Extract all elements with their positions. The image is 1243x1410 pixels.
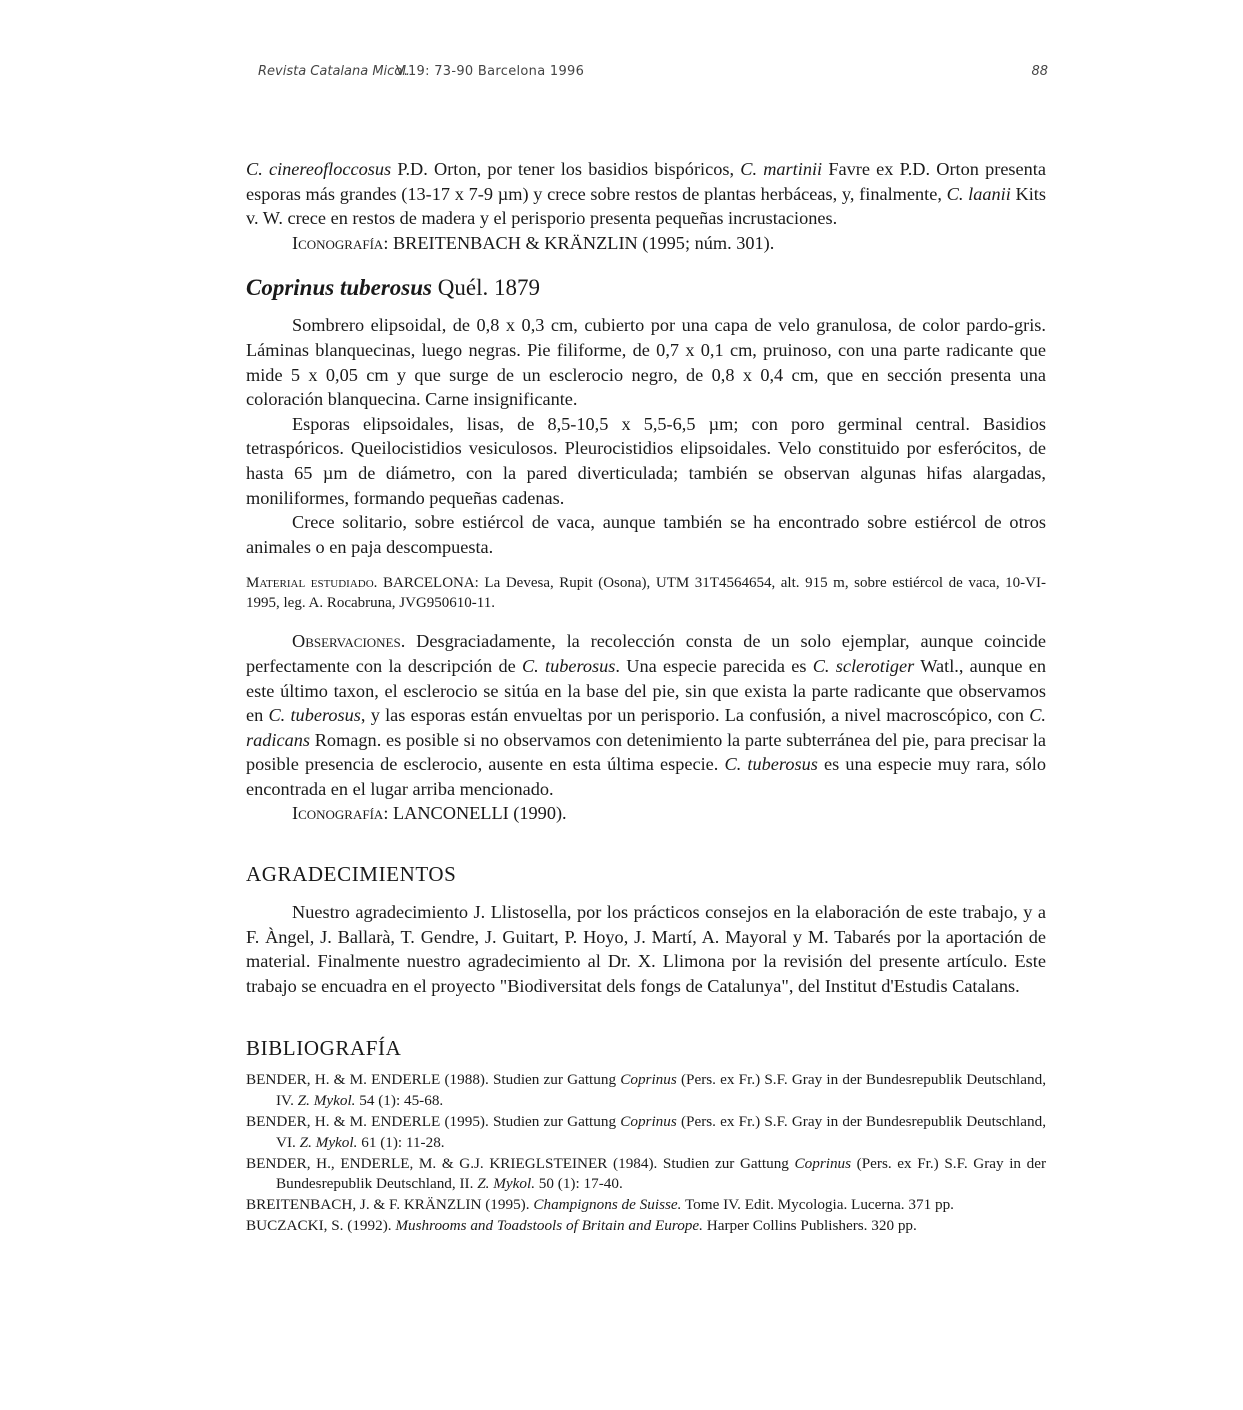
species-name: C. martinii bbox=[740, 159, 823, 179]
body-text: Desgraciadamente, la recolección consta de un solo ejemplar, aunque coincide perfectamente con la descripción de bbox=[246, 631, 1046, 676]
body-text: Watl., aunque en este último taxon, el esclerocio se sitúa en la base del pie, sin que exista la parte radicante que observamos en bbox=[246, 655, 1046, 726]
running-header bbox=[258, 64, 1048, 86]
iconography-label: Iconografía: bbox=[292, 232, 389, 253]
species-name: C. sclerotiger bbox=[812, 655, 915, 676]
journal-volume-info: V.19: 73-90 Barcelona 1996 bbox=[396, 64, 585, 79]
iconography-text: LANCONELLI (1990). bbox=[388, 803, 567, 824]
iconography-label: Iconografía: bbox=[292, 803, 389, 824]
observations-paragraph bbox=[246, 629, 1046, 801]
intro-iconography bbox=[246, 231, 1046, 256]
acknowledgements-text: Nuestro agradecimiento J. Llistosella, por los prácticos consejos en la elaboración de este trabajo, y a F. Àngel, J. Ballarà, T. Gendre, J. Guitart, P. Hoyo, J. Martí, A. Mayoral y M. Tabarés por la aportación de material. Finalmente nuestro agradecimiento al Dr. X. Llimona por la revisión del presente artículo. Este trabajo se encuadra en el proyecto "Biodiversitat dels fongs de Catalunya", del Institut d'Estudis Catalans. bbox=[246, 902, 1046, 996]
description-macro: Sombrero elipsoidal, de 0,8 x 0,3 cm, cubierto por una capa de velo granulosa, de color pardo-gris. Láminas blanquecinas, luego negras. Pie filiforme, de 0,7 x 0,1 cm, pruinoso, con una parte radicante que mide 5 x 0,05 cm y que surge de un esclerocio negro, de 0,8 x 0,4 cm, que en sección presenta una coloración blanquecina. Carne insignificante. bbox=[246, 315, 1046, 410]
body-text: Kits v. W. crece en restos de madera y el perisporio presenta pequeñas incrustaciones. bbox=[246, 183, 1046, 229]
iconography-text: BREITENBACH & KRÄNZLIN (1995; núm. 301). bbox=[388, 232, 775, 253]
bibliography-heading: BIBLIOGRAFÍA bbox=[246, 1036, 402, 1061]
observations-label: Observaciones. bbox=[292, 631, 406, 652]
material-text: BARCELONA: La Devesa, Rupit (Osona), UTM 31T4564654, alt. 915 m, sobre estiércol de vaca, 10-VI-1995, leg. A. Rocabruna, JVG950610-11. bbox=[246, 575, 1046, 612]
species-name: C. radicans bbox=[246, 705, 1046, 750]
species-name: C. tuberosus bbox=[724, 754, 818, 775]
page-number: 88 bbox=[1031, 64, 1048, 79]
bibliography-entry: BENDER, H. & M. ENDERLE (1995). Studien zur Gattung Coprinus (Pers. ex Fr.) S.F. Gray in der Bundesrepublik Deutschland, VI. Z. Mykol. 61 (1): 11-28. bbox=[246, 1113, 1046, 1151]
body-text: es una especie muy rara, sólo encontrada en el lugar arriba mencionado. bbox=[246, 754, 1046, 799]
page-body bbox=[246, 157, 1046, 1237]
body-text: P.D. Orton, por tener los basidios bispóricos, bbox=[391, 159, 741, 179]
material-label: Material estudiado. bbox=[246, 575, 378, 592]
species-name: C. tuberosus bbox=[521, 655, 616, 676]
journal-name: Revista Catalana Micol. bbox=[258, 64, 411, 79]
species-name: C. laanii bbox=[946, 183, 1011, 204]
species-heading bbox=[246, 273, 1046, 303]
species-iconography bbox=[246, 801, 1046, 826]
body-text: Favre ex P.D. Orton presenta esporas más grandes (13-17 x 7-9 µm) y crece sobre restos de plantas herbáceas, y, finalmente, bbox=[246, 159, 1046, 204]
acknowledgements-heading: AGRADECIMIENTOS bbox=[246, 862, 457, 887]
description-micro: Esporas elipsoidales, lisas, de 8,5-10,5 x 5,5-6,5 µm; con poro germinal central. Basidios tetraspóricos. Queilocistidios vesiculosos. Pleurocistidios elipsoidales. Velo constituido por esferócitos, de hasta 65 µm de diámetro, con la pared diverticulada; también se observan algunas hifas alargadas, moniliformes, formando pequeñas cadenas. bbox=[246, 413, 1046, 508]
body-text: , y las esporas están envueltas por un perisporio. La confusión, a nivel macroscópico, con bbox=[360, 705, 1030, 726]
body-text: . Una especie parecida es bbox=[615, 655, 813, 676]
species-author: Quél. 1879 bbox=[432, 275, 540, 301]
species-name: C. tuberosus bbox=[268, 705, 361, 726]
species-title: Coprinus tuberosus bbox=[246, 275, 432, 301]
material-studied bbox=[246, 573, 1046, 613]
description-habitat: Crece solitario, sobre estiércol de vaca, aunque también se ha encontrado sobre estiércol de otros animales o en paja descompuesta. bbox=[246, 512, 1046, 557]
bibliography-entry: BUCZACKI, S. (1992). Mushrooms and Toadstools of Britain and Europe. Harper Collins Publishers. 320 pp. bbox=[246, 1217, 917, 1235]
bibliography-entry: BREITENBACH, J. & F. KRÄNZLIN (1995). Champignons de Suisse. Tome IV. Edit. Mycologia. Lucerna. 371 pp. bbox=[246, 1196, 954, 1214]
intro-paragraph bbox=[246, 157, 1046, 231]
bibliography-list bbox=[246, 1070, 1046, 1236]
species-name: C. cinereofloccosus bbox=[246, 159, 392, 179]
bibliography-entry: BENDER, H. & M. ENDERLE (1988). Studien zur Gattung Coprinus (Pers. ex Fr.) S.F. Gray in der Bundesrepublik Deutschland, IV. Z. Mykol. 54 (1): 45-68. bbox=[246, 1071, 1046, 1110]
body-text: Romagn. es posible si no observamos con detenimiento la parte subterránea del pie, para precisar la posible presencia de esclerocio, ausente en esta última especie. bbox=[246, 729, 1046, 775]
bibliography-entry: BENDER, H., ENDERLE, M. & G.J. KRIEGLSTEINER (1984). Studien zur Gattung Coprinus (Pers. ex Fr.) S.F. Gray in der Bundesrepublik Deutschland, II. Z. Mykol. 50 (1): 17-40. bbox=[246, 1154, 1047, 1193]
